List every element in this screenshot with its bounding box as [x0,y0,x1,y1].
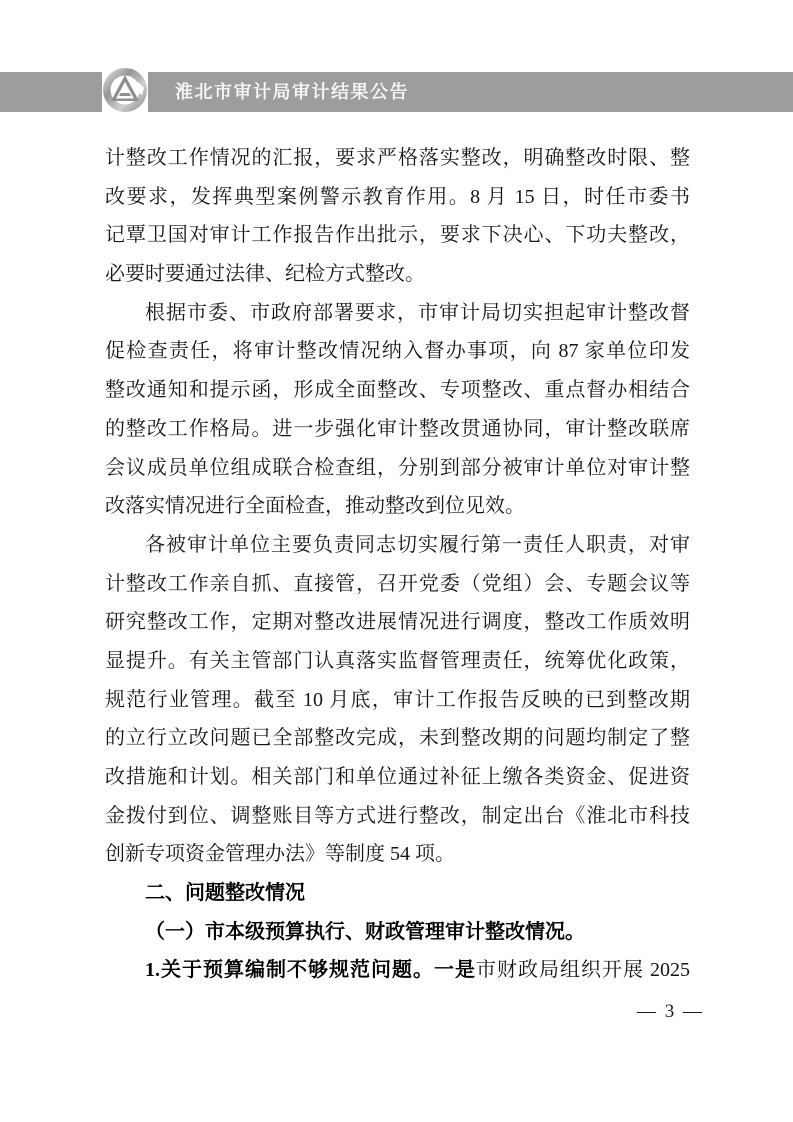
section-heading-level2: （一）市本级预算执行、财政管理审计整改情况。 [145,920,585,943]
body-line: 计整改工作亲自抓、直接管，召开党委（党组）会、专题会议等 [105,572,690,595]
audit-logo-box [102,66,148,118]
body-line: 改要求，发挥典型案例警示教育作用。8 月 15 日，时任市委书 [105,185,690,208]
body-line: 金拨付到位、调整账目等方式进行整改，制定出台《淮北市科技 [105,804,690,827]
body-line: 各被审计单位主要负责同志切实履行第一责任人职责，对审 [145,533,690,556]
body-line: 显提升。有关主管部门认真落实监督管理责任，统筹优化政策， [105,649,690,672]
body-line: 研究整改工作，定期对整改进展情况进行调度，整改工作质效明 [105,611,690,634]
body-line-numbered-item [105,951,690,990]
section-heading-level1: 二、问题整改情况 [145,882,305,905]
header-title: 淮北市审计局审计结果公告 [175,82,409,102]
body-line: 促检查责任，将审计整改情况纳入督办事项，向 87 家单位印发 [105,340,690,363]
document-body [105,139,690,990]
body-line: 整改通知和提示函，形成全面整改、专项整改、重点督办相结合 [105,379,690,402]
china-audit-emblem-icon [102,67,148,118]
body-line: 记覃卫国对审计工作报告作出批示，要求下决心、下功夫整改， [105,224,690,247]
body-line: 会议成员单位组成联合检查组，分别到部分被审计单位对审计整 [105,456,690,479]
page-number: — 3 — [637,1001,704,1022]
body-line: 创新专项资金管理办法》等制度 54 项。 [105,843,455,866]
item-text-regular: 市财政局组织开展 2025 [476,959,690,982]
body-line: 必要时要通过法律、纪检方式整改。 [105,263,425,286]
page-footer [637,1001,704,1023]
body-line: 改措施和计划。相关部门和单位通过补征上缴各类资金、促进资 [105,766,690,788]
body-line: 规范行业管理。截至 10 月底，审计工作报告反映的已到整改期 [105,688,690,711]
header-band [0,72,793,112]
body-line: 计整改工作情况的汇报，要求严格落实整改，明确整改时限、整 [105,147,690,169]
item-title-bold: 1.关于预算编制不够规范问题。一是 [145,959,476,982]
body-line: 改落实情况进行全面检查，推动整改到位见效。 [105,495,525,518]
body-line: 的立行立改问题已全部整改完成，未到整改期的问题均制定了整 [105,727,690,750]
body-line: 根据市委、市政府部署要求，市审计局切实担起审计整改督 [145,301,690,324]
body-line: 的整改工作格局。进一步强化审计整改贯通协同，审计整改联席 [105,417,690,440]
